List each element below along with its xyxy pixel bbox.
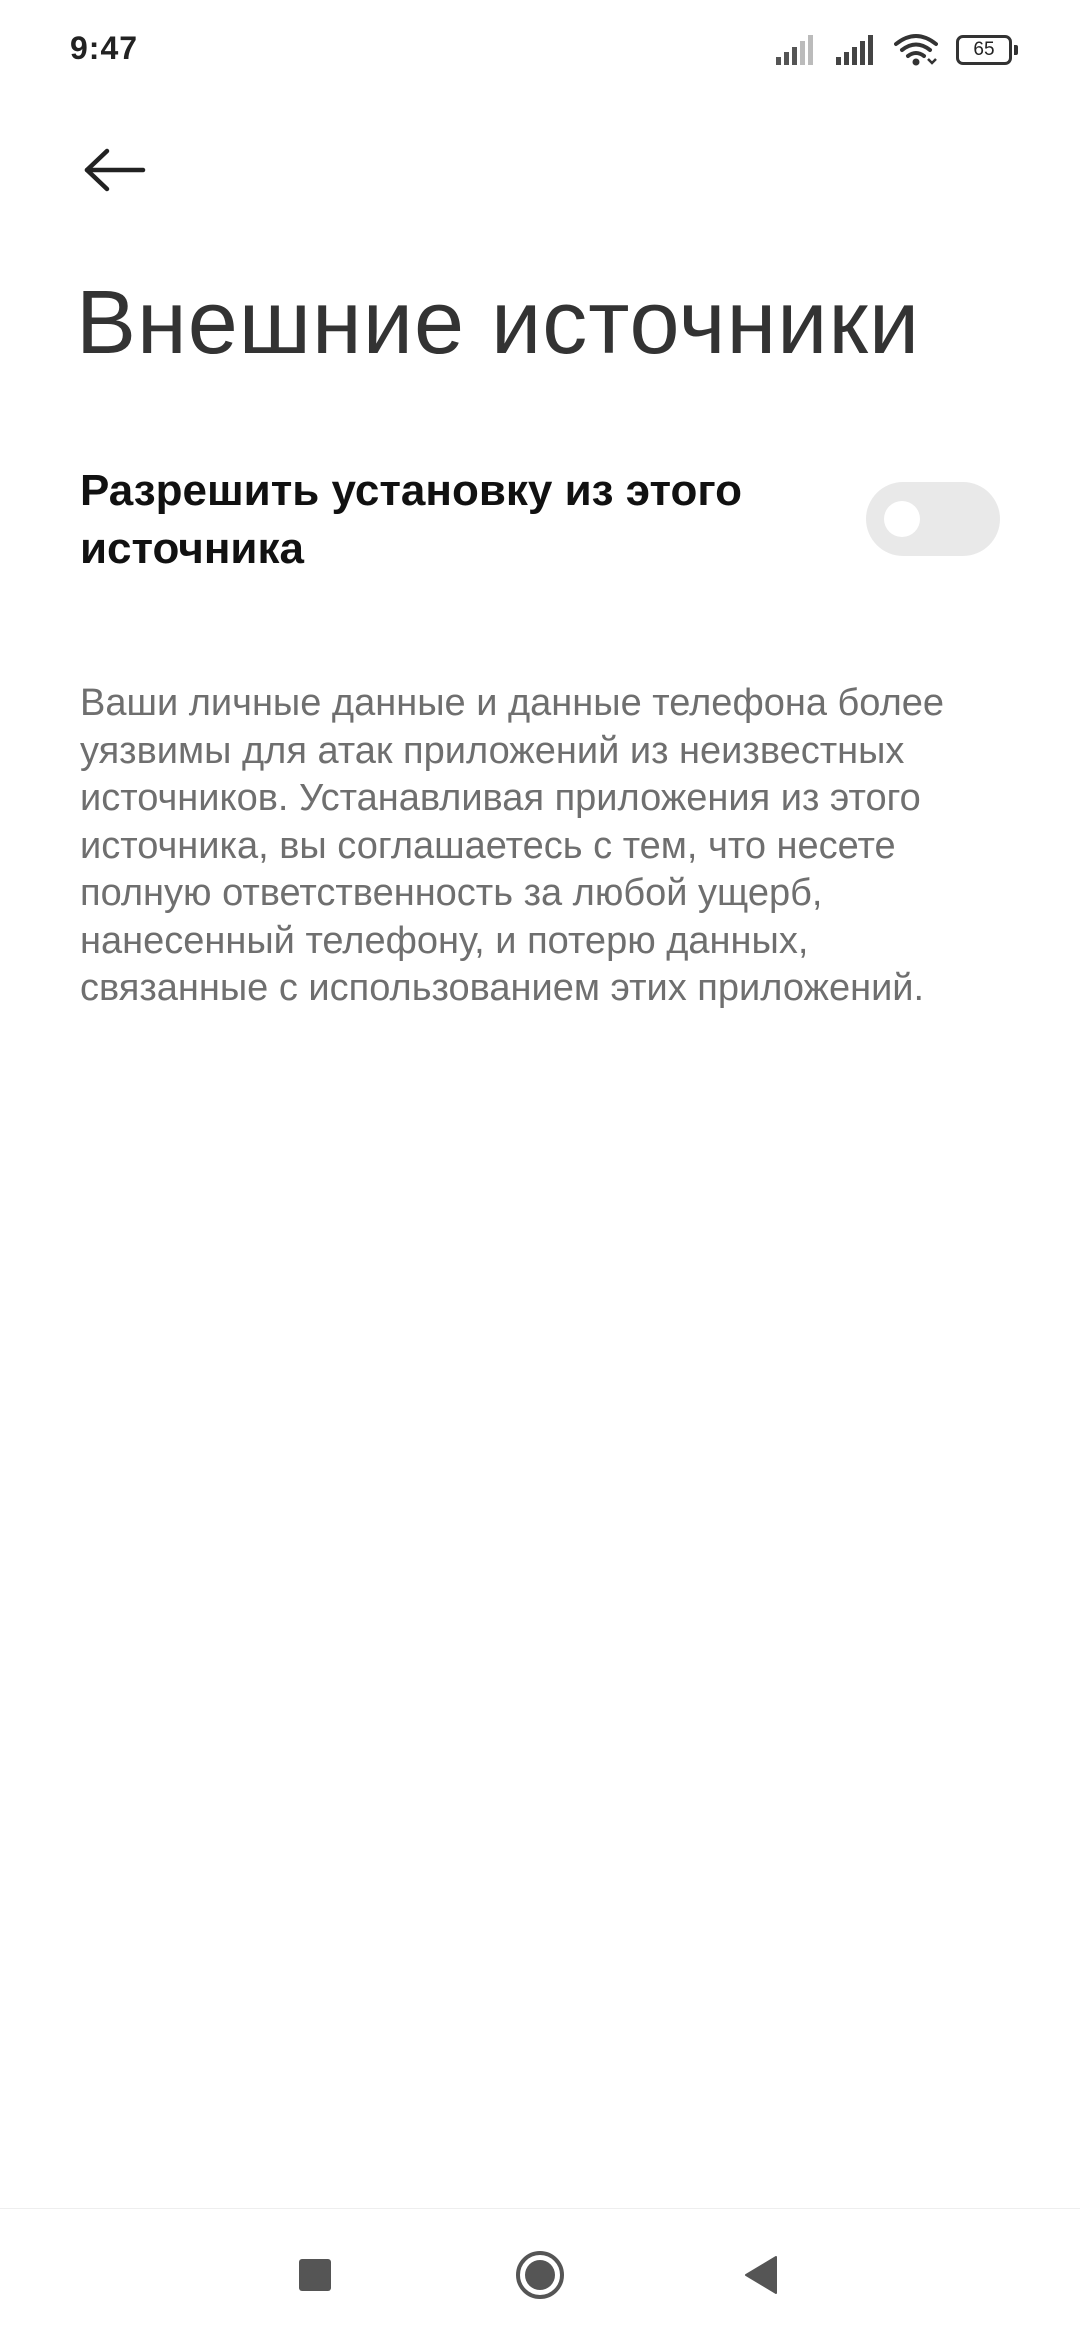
arrow-left-icon	[83, 148, 147, 192]
battery-level: 65	[956, 35, 1012, 65]
recents-button[interactable]	[255, 2209, 375, 2341]
toggle-knob	[884, 501, 920, 537]
status-icons	[774, 30, 1018, 70]
install-permission-toggle[interactable]	[866, 482, 1000, 556]
warning-text: Ваши личные данные и данные телефона более уязвимы для атак приложений из неизвестных источников. Устанавливая приложения из этого источника, вы соглашаетесь с тем, что несете полную ответственность за любой ущерб, нанесенный телефону, и потерю данных, связанные с использованием этих приложений.	[80, 682, 945, 1009]
triangle-back-icon	[742, 2255, 778, 2295]
wifi-icon	[894, 33, 938, 67]
install-permission-setting[interactable]	[80, 462, 1020, 592]
setting-label: Разрешить установку из этого источника	[80, 466, 742, 573]
back-button[interactable]	[70, 130, 160, 210]
circle-icon	[514, 2249, 566, 2301]
home-button[interactable]	[480, 2209, 600, 2341]
navigation-bar	[0, 2208, 1080, 2341]
status-time: 9:47	[70, 30, 139, 66]
battery-icon	[956, 35, 1018, 65]
signal-icon	[834, 35, 876, 65]
square-icon	[298, 2258, 332, 2292]
signal-icon	[774, 35, 816, 65]
battery-tip	[1014, 45, 1018, 55]
page-title: Внешние источники	[76, 273, 921, 373]
nav-back-button[interactable]	[700, 2209, 820, 2341]
status-bar	[0, 0, 1080, 100]
